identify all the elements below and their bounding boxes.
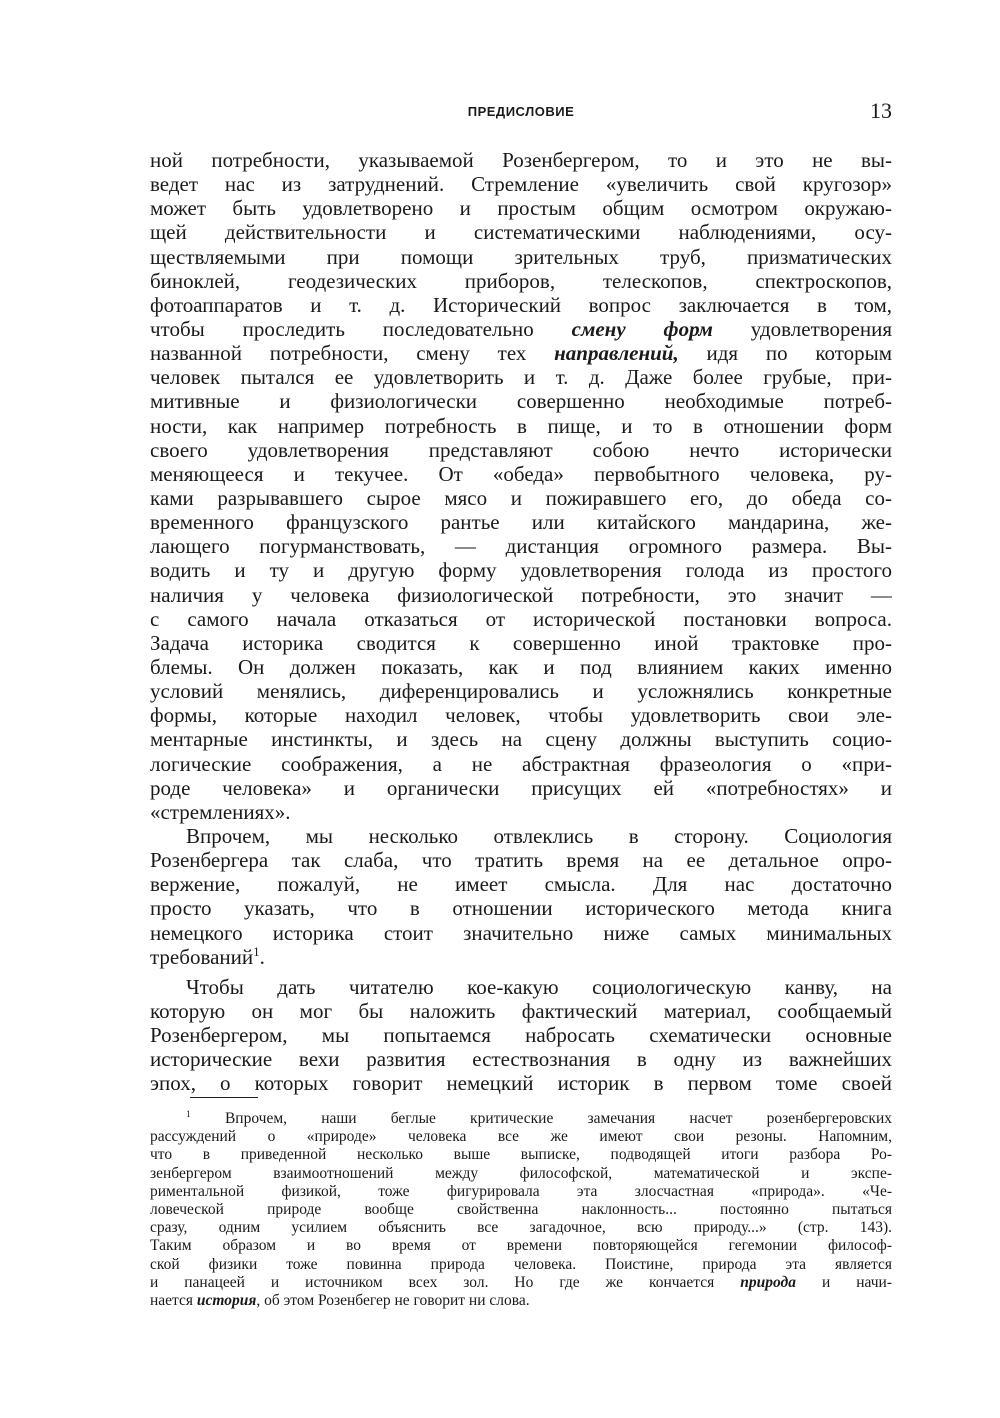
text-line: наличия у человека физиологической потребности, это значит — (150, 582, 892, 607)
main-text (150, 148, 892, 1095)
text-fragment: и начи- (821, 1273, 892, 1291)
text-line: эпох, о которых говорит немецкий историк в первом томе своей (150, 1071, 892, 1096)
emphasis: направлений, (554, 341, 679, 366)
text-line: митивные и физиологически совершенно необходимые потреб- (150, 389, 892, 414)
paragraph-start-line: Впрочем, мы несколько отвлеклись в сторону. Социология (186, 823, 892, 848)
footnote-line: риментальной физикой, тоже фигурировала эта злосчастная «природа». «Че- (150, 1182, 892, 1200)
text-fragment: и панацеей и источником всех зол. Но где же кончается (150, 1273, 715, 1291)
paragraph-start-line: Чтобы дать читателю кое-какую социологическую канву, на (186, 974, 892, 999)
footnote-line: ской физики тоже повинна природа человека. Поистине, природа эта является (150, 1255, 892, 1273)
text-fragment: чтобы проследить последовательно (150, 316, 534, 341)
text-line: с самого начала отказаться от исторической постановки вопроса. (150, 606, 892, 631)
text-fragment: удовлетворения (750, 316, 892, 341)
footnote-line: ловеческой природе вообще свойственна наклонность... постоянно пытаться (150, 1200, 892, 1218)
footnote-line (150, 1110, 892, 1128)
text-line: ществляемыми при помощи зрительных труб, призматических (150, 244, 892, 269)
running-head (150, 98, 892, 128)
text-line: Розенбергером, мы попытаемся набросать схематически основные (150, 1023, 892, 1048)
emphasis: история (196, 1291, 257, 1309)
text-line: ментарные инстинкты, и здесь на сцену должны выступить социо- (150, 727, 892, 752)
footnote-divider (190, 1097, 258, 1098)
text-line: просто указать, что в отношении исторического метода книга (150, 896, 892, 921)
footnote-line: что в приведенной несколько выше выписке, подводящей итоги разбора Ро- (150, 1146, 892, 1164)
text-line: исторические вехи развития естествознания в одну из важнейших (150, 1047, 892, 1072)
text-line: немецкого историка стоит значительно ниже самых минимальных (150, 920, 892, 945)
text-fragment: требований (150, 944, 254, 969)
footnote-reference: 1 (253, 944, 260, 959)
text-line: человек пытался ее удовлетворить и т. д. Даже более грубые, при- (150, 365, 892, 390)
text-line: ведет нас из затруднений. Стремление «увеличить свой кругозор» (150, 172, 892, 197)
text-fragment: нается (150, 1291, 194, 1309)
text-line: ной потребности, указываемой Розенбергером, то и это не вы- (150, 148, 892, 172)
footnote-line: сразу, одним усилием объяснить все загадочное, всю природу...» (стр. 143). (150, 1219, 892, 1237)
text-line: «стремлениях». (150, 799, 291, 824)
text-line (150, 341, 892, 365)
text-line: Задача историка сводится к совершенно иной трактовке про- (150, 630, 892, 655)
text-line: вержение, пожалуй, не имеет смысла. Для нас достаточно (150, 872, 892, 897)
text-line: блемы. Он должен показать, как и под влиянием каких именно (150, 654, 892, 679)
emphasis: природа (740, 1273, 796, 1291)
text-line: водить и ту и другую форму удовлетворения голода из простого (150, 558, 892, 583)
text-line: Розенбергера так слаба, что тратить время на ее детальное опро- (150, 848, 892, 873)
text-line: фотоаппаратов и т. д. Исторический вопрос заключается в том, (150, 292, 892, 317)
text-fragment: идя по которым (706, 341, 892, 366)
text-fragment: названной потребности, смену тех (150, 341, 527, 366)
text-line: может быть удовлетворено и простым общим осмотром окружаю- (150, 196, 892, 221)
running-title: ПРЕДИСЛОВИЕ (467, 104, 575, 119)
text-line: формы, которые находил человек, чтобы удовлетворить свои эле- (150, 703, 892, 728)
page-number: 13 (870, 98, 892, 123)
footnote (150, 1110, 892, 1310)
footnote-line (150, 1274, 892, 1292)
text-line (150, 317, 892, 341)
text-line: роде человека» и органически присущих ей «потребностях» и (150, 775, 892, 800)
text-line: требований$^1$. (150, 944, 265, 969)
text-line: которую он мог бы наложить фактический материал, сообщаемый (150, 998, 892, 1023)
text-line: условий менялись, диференцировались и усложнялись конкретные (150, 679, 892, 704)
footnote-marker: 1 (186, 1110, 191, 1120)
text-line: ности, как например потребность в пище, и то в отношении форм (150, 413, 892, 438)
text-line: щей действительности и систематическими наблюдениями, осу- (150, 220, 892, 245)
text-line: ками разрывавшего сырое мясо и пожиравшего его, до обеда со- (150, 485, 892, 510)
text-line: временного французского рантье или китайского мандарина, же- (150, 510, 892, 535)
text-fragment: , об этом Розенбегер не говорит ни слова. (256, 1291, 530, 1309)
footnote-line: зенбергером взаимоотношений между философской, математической и экспе- (150, 1164, 892, 1182)
text-line: своего удовлетворения представляют собою нечто исторически (150, 437, 892, 462)
footnote-line: рассуждений о «природе» человека все же имеют свои резоны. Напомним, (150, 1128, 892, 1146)
text-fragment: Впрочем, наши беглые критические замечания насчет розенбергеровских (224, 1110, 892, 1127)
footnote-line (150, 1292, 892, 1310)
footnote-line: Таким образом и во время от времени повторяющейся гегемонии философ- (150, 1237, 892, 1255)
text-line: меняющееся и текучее. От «обеда» первобытного человека, ру- (150, 461, 892, 486)
text-line: логические соображения, а не абстрактная фразеология о «при- (150, 751, 892, 776)
text-line: биноклей, геодезических приборов, телескопов, спектроскопов, (150, 268, 892, 293)
emphasis: смену форм (571, 316, 713, 341)
text-line: лающего погурманствовать, — дистанция огромного размера. Вы- (150, 534, 892, 559)
